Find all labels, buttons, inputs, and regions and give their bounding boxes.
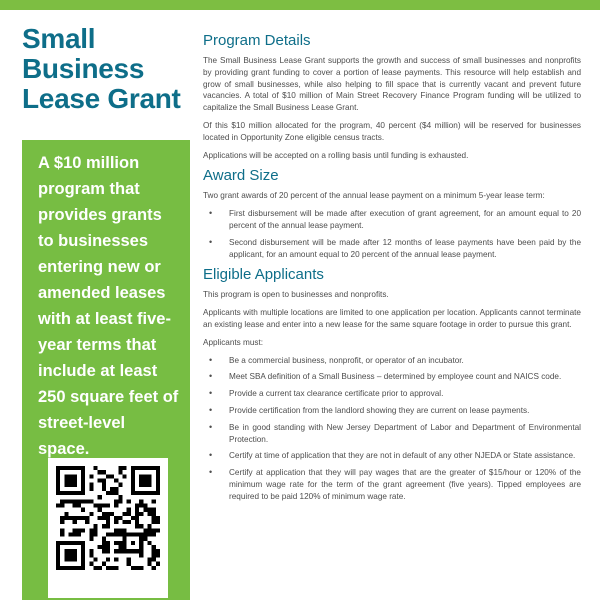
paragraph: Two grant awards of 20 percent of the annual lease payment on a minimum 5-year lease term: [203, 191, 545, 201]
list-item-text: First disbursement will be made after execution of grant agreement, for an amount equal to 20 percent of the annual lease payment. [229, 209, 581, 230]
list-item [203, 405, 581, 417]
paragraph: The Small Business Lease Grant supports the growth and success of small businesses and nonprofits by providing grant funding to cover a portion of lease payments. This resource will help establish and grow of small businesses, while also helping to fill space that is currently vacant and prevent future vacancies. A total of $10 million of Main Street Recovery Finance Program funding will be utilized to capitalize the Small Business Lease Grant. [203, 56, 581, 113]
section-heading: Program Details [203, 32, 311, 49]
list-item-text: Provide a current tax clearance certificate prior to approval. [229, 389, 444, 399]
bullet-icon: • [209, 388, 213, 399]
top-accent-bar [0, 0, 600, 10]
left-column [22, 24, 192, 600]
list-item-text: Certify at time of application that they are not in default of any other NJEDA or State assistance. [229, 451, 576, 461]
title-line: Business [22, 53, 145, 84]
requirements-list [203, 355, 581, 503]
list-item [203, 388, 581, 400]
list-item-text: Second disbursement will be made after 12 months of lease payments have been paid by the applicant, for an amount equal to 20 percent of the annual lease payment. [229, 237, 581, 259]
list-item-text: Be a commercial business, nonprofit, or operator of an incubator. [229, 355, 464, 365]
bullet-icon: • [209, 371, 213, 382]
bullet-icon: • [209, 450, 213, 461]
title-line: Small [22, 23, 96, 54]
paragraph: This program is open to businesses and nonprofits. [203, 290, 389, 300]
list-item [203, 237, 581, 261]
paragraph: Applicants with multiple locations are limited to one application per location. Applicants cannot terminate an existing lease and enter into a new lease for the same square footage in order to pursue this grant. [203, 308, 581, 329]
list-item-text: Meet SBA definition of a Small Business – determined by employee count and NAICS code. [229, 372, 562, 382]
paragraph: Applicants must: [203, 337, 264, 347]
bullet-icon: • [209, 467, 213, 478]
bullet-icon: • [209, 354, 213, 365]
paragraph: Of this $10 million allocated for the program, 40 percent ($4 million) will be reserved for businesses located in Opportunity Zone eligible census tracts. [203, 120, 581, 142]
list-item [203, 208, 581, 232]
section-heading: Eligible Applicants [203, 266, 324, 284]
list-item [203, 371, 581, 383]
list-item [203, 422, 581, 446]
award-size-section [203, 167, 581, 260]
list-item-text: Certify at application that they will pay wages that are the greater of $15/hour or 120% of the minimum wage rate for the term of the grant agreement (five years). Tipped employees are required to be paid 120% of minimum wage rate. [229, 468, 581, 501]
paragraph: Applications will be accepted on a rolling basis until funding is exhausted. [203, 150, 469, 160]
callout-text: A $10 million program that provides grants to businesses entering new or amended leases with at least five-year terms that include at least 250 square feet of street-level space. [38, 154, 179, 458]
bullet-icon: • [209, 236, 213, 247]
award-list [203, 208, 581, 260]
bullet-icon: • [209, 208, 213, 219]
page-title [22, 24, 192, 114]
main-content [203, 32, 581, 600]
list-item [203, 450, 581, 462]
qr-code[interactable] [48, 458, 168, 598]
list-item [203, 467, 581, 502]
bullet-icon: • [209, 404, 213, 415]
eligible-applicants-section [203, 266, 581, 502]
program-details-section [203, 32, 581, 161]
bullet-icon: • [209, 421, 213, 432]
list-item [203, 355, 581, 367]
title-line: Lease Grant [22, 83, 181, 114]
list-item-text: Provide certification from the landlord showing they are current on lease payments. [229, 405, 530, 415]
list-item-text: Be in good standing with New Jersey Department of Labor and Department of Environmental Protection. [229, 422, 581, 444]
section-heading: Award Size [203, 167, 279, 185]
qr-code-icon [56, 466, 160, 570]
callout-box [22, 140, 190, 600]
